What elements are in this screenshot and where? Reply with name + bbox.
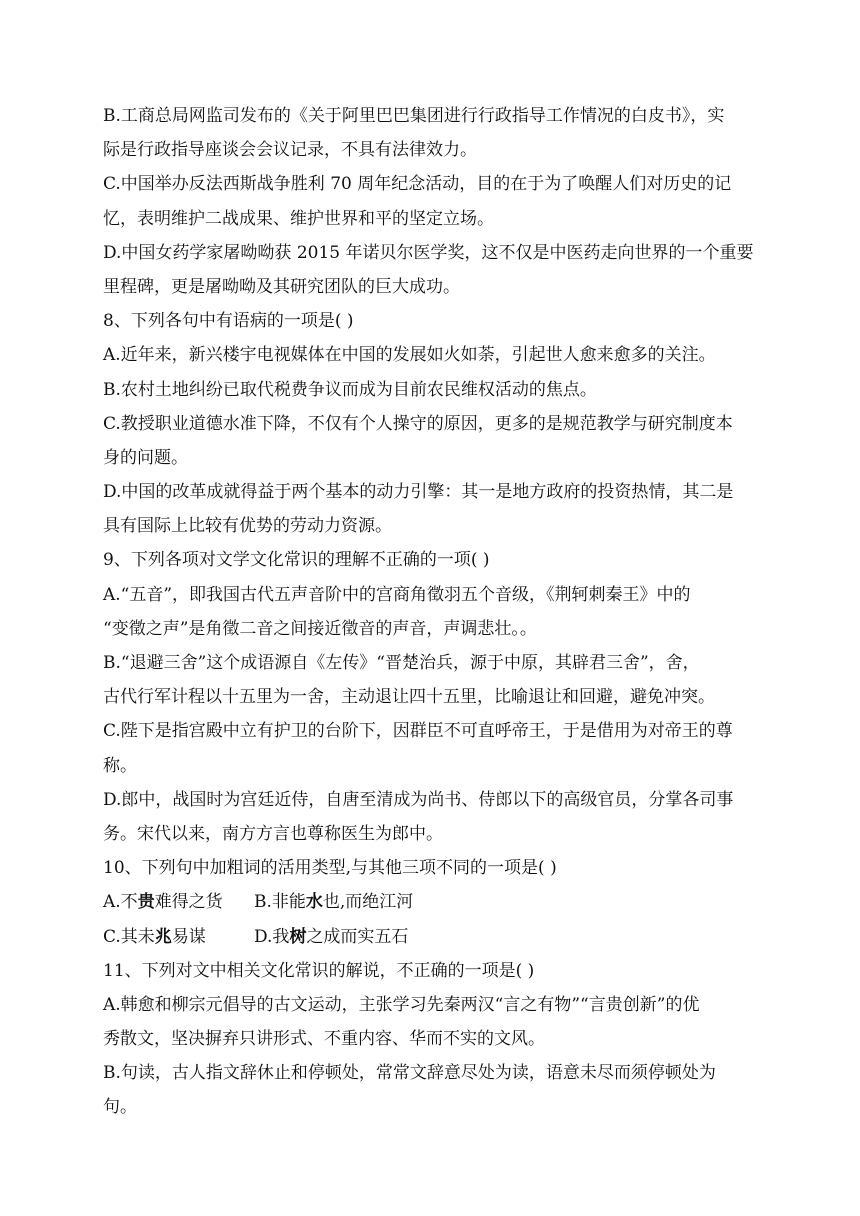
option-a-suffix: 难得之货 <box>154 892 223 913</box>
question-8-stem: 8、下列各句中有语病的一项是( ) <box>103 311 354 332</box>
text-line: A.近年来，新兴楼宇电视媒体在中国的发展如火如荼，引起世人愈来愈多的关注。 <box>103 345 716 366</box>
option-b-prefix: B.非能 <box>254 892 306 913</box>
question-10-options-row-1 <box>103 885 763 919</box>
option-d-bold-word: 树 <box>289 926 307 947</box>
text-line: B.句读，古人指文辞休止和停顿处，常常文辞意尽处为读，语意未尽而须停顿处为 <box>103 1063 716 1084</box>
text-line: D.郎中，战国时为宫廷近侍，自唐至清成为尚书、侍郎以下的高级官员，分掌各司事 <box>103 789 734 810</box>
option-c-bold-word: 兆 <box>154 926 172 947</box>
option-a-bold-word: 贵 <box>137 892 155 913</box>
text-line: 际是行政指导座谈会会议记录，不具有法律效力。 <box>103 140 477 161</box>
text-line: B.工商总局网监司发布的《关于阿里巴巴集团进行行政指导工作情况的白皮书》，实 <box>103 106 725 126</box>
question-10-stem: 10、下列句中加粗词的活用类型,与其他三项不同的一项是( ) <box>103 858 557 879</box>
text-line: 里程碑，更是屠呦呦及其研究团队的巨大成功。 <box>103 276 460 297</box>
option-b-bold-word: 水 <box>305 892 323 913</box>
text-line: 称。 <box>103 755 137 776</box>
text-line: D.中国女药学家屠呦呦获 2015 年诺贝尔医学奖，这不仅是中医药走向世界的一个重要 <box>103 242 754 263</box>
text-line: 句。 <box>103 1097 137 1118</box>
option-c <box>103 920 254 954</box>
text-line: 秀散文，坚决摒弃只讲形式、不重内容、华而不实的文风。 <box>103 1029 545 1050</box>
option-c-prefix: C.其未 <box>103 926 155 947</box>
text-line: 具有国际上比较有优势的劳动力资源。 <box>103 516 392 537</box>
text-line: A.“五音”，即我国古代五声音阶中的宫商角徵羽五个音级，《荆轲刺秦王》中的 <box>103 584 691 605</box>
text-line: 古代行军计程以十五里为一舍，主动退让四十五里，比喻退让和回避，避免冲突。 <box>103 687 715 708</box>
option-d <box>254 927 408 947</box>
text-line: B.农村土地纠纷已取代税费争议而成为目前农民维权活动的焦点。 <box>103 379 597 400</box>
question-10-options-row-2 <box>103 920 763 954</box>
option-d-prefix: D.我 <box>254 926 290 947</box>
text-line: D.中国的改革成就得益于两个基本的动力引擎：其一是地方政府的投资热情，其二是 <box>103 482 734 503</box>
text-line: C.陛下是指宫殿中立有护卫的台阶下，因群臣不可直呼帝王，于是借用为对帝王的尊 <box>103 721 733 742</box>
text-line: “变徵之声”是角徵二音之间接近徵音的声音，声调悲壮。。 <box>103 618 537 639</box>
text-line: 身的问题。 <box>103 447 188 468</box>
text-line: A.韩愈和柳宗元倡导的古文运动，主张学习先秦两汉“言之有物”“言贵创新”的优 <box>103 994 700 1015</box>
text-line: C.中国举办反法西斯战争胜利 70 周年纪念活动，目的在于为了唤醒人们对历史的记 <box>103 174 732 195</box>
text-line: 忆，表明维护二战成果、维护世界和平的坚定立场。 <box>103 208 494 229</box>
option-d-suffix: 之成而实五石 <box>306 926 409 947</box>
question-11-stem: 11、下列对文中相关文化常识的解说，不正确的一项是( ) <box>103 960 535 981</box>
document-body <box>103 99 763 1125</box>
question-9-stem: 9、下列各项对文学文化常识的理解不正确的一项( ) <box>103 550 490 571</box>
option-b-suffix: 也,而绝江河 <box>322 892 414 913</box>
option-a <box>103 885 254 919</box>
option-a-prefix: A.不 <box>103 892 138 913</box>
text-line: 务。宋代以来，南方方言也尊称医生为郎中。 <box>103 823 443 844</box>
option-b <box>254 892 413 912</box>
text-line: C.教授职业道德水准下降，不仅有个人操守的原因，更多的是规范教学与研究制度本 <box>103 413 733 434</box>
option-c-suffix: 易谋 <box>171 926 206 947</box>
text-line: B.“退避三舍”这个成语源自《左传》“晋楚治兵，源于中原，其辟君三舍”，舍， <box>103 653 700 673</box>
